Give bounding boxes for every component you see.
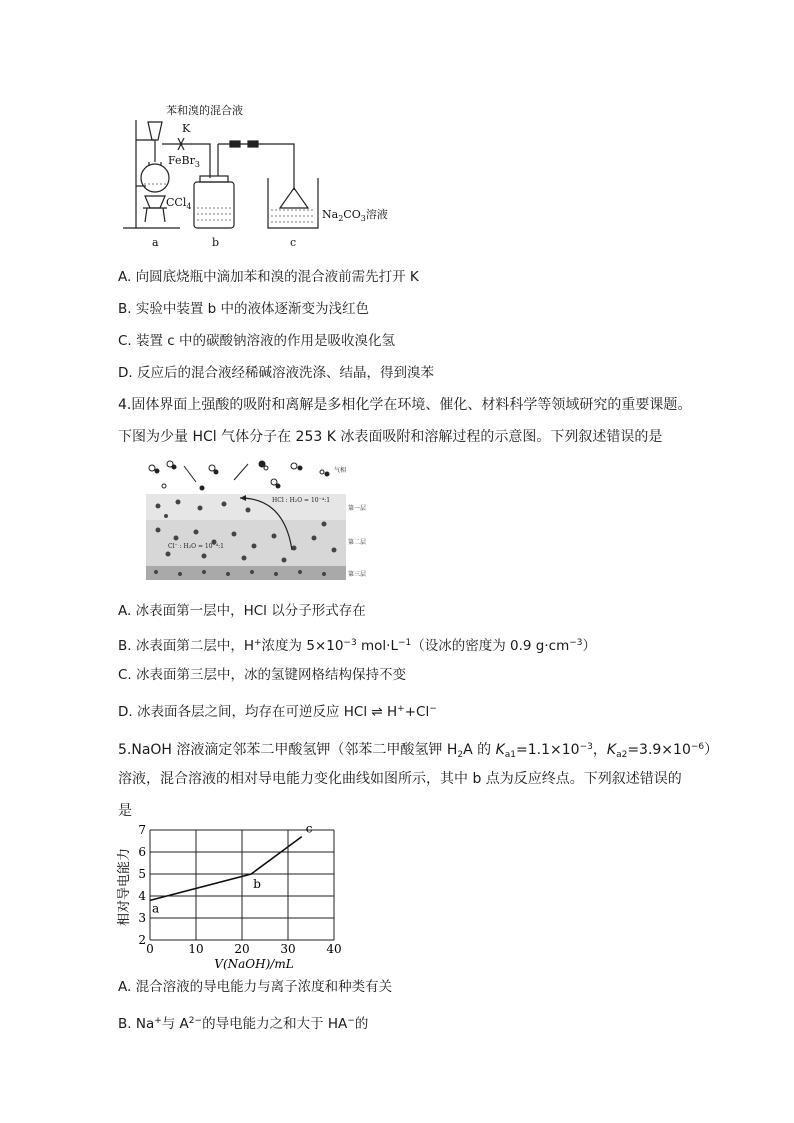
label-layer-1: 第一层 (348, 505, 367, 512)
q4-option-d-sup1: + (397, 704, 405, 714)
q5-option-b (118, 1012, 368, 1033)
q5-stem-line2: 溶液，混合溶液的相对导电能力变化曲线如图所示，其中 b 点为反应终点。下列叙述错误的 (118, 771, 682, 787)
heater (145, 196, 165, 208)
q4-option-b-sup2: −3 (343, 638, 357, 648)
y-tick-label-4: 4 (138, 889, 146, 903)
y-tick-label-7: 7 (138, 823, 146, 837)
x-tick-label-30: 30 (280, 942, 296, 956)
q4-option-b-sup1: + (254, 638, 262, 648)
point-label-a: a (152, 901, 160, 916)
q5-k2-sub: a2 (616, 750, 628, 760)
label-gas-phase: 气相 (334, 467, 347, 474)
q4-option-d (118, 700, 437, 721)
x-tick-label-0: 0 (146, 942, 154, 956)
label-funnel: 苯和溴的混合液 (166, 104, 243, 117)
ice-surface-figure (144, 458, 367, 584)
x-tick-label-20: 20 (234, 942, 250, 956)
x-tick-label-10: 10 (188, 942, 204, 956)
gas-phase-molecules (149, 461, 329, 490)
bottle-b (194, 182, 234, 228)
label-ratio-mid: Cl⁻ : H₂O = 10⁻⁴:1 (168, 543, 224, 550)
q4-option-b-mid: 浓度为 5×10 (261, 638, 344, 654)
q4-option-c: C. 冰表面第三层中，冰的氢键网格结构保持不变 (118, 667, 407, 683)
q4-option-d-sup2: − (429, 704, 437, 714)
q5-k1: K (495, 742, 505, 758)
q5-stem-line1 (118, 738, 718, 764)
point-label-c: c (305, 821, 313, 836)
conductivity-chart (112, 822, 342, 972)
q4-option-b-sup3: −1 (397, 638, 412, 648)
q3-option-a: A. 向圆底烧瓶中滴加苯和溴的混合液前需先打开 K (118, 269, 419, 285)
q5-sep: ， (592, 742, 607, 758)
q5-k2-sup: −6 (690, 742, 705, 752)
round-bottom-flask (141, 164, 169, 192)
chart-point-labels (152, 822, 313, 916)
label-ratio-top: HCl : H₂O = 10⁻⁴:1 (272, 497, 331, 504)
q5-option-b-sup1: + (154, 1016, 162, 1026)
label-catalyst: FeBr$_3$ (168, 154, 200, 169)
q4-option-b-pre: B. 冰表面第二层中，H (118, 638, 254, 654)
q4-option-b (118, 634, 596, 655)
q4-option-b-end: ） (582, 638, 597, 654)
label-layer-2: 第二层 (348, 539, 367, 546)
q5-option-b-post: 的导电能力之和大于 HA (202, 1016, 348, 1032)
chart-ylabel: 相对导电能力 (117, 847, 132, 927)
label-b: b (212, 236, 220, 249)
q4-option-d-plus: +Cl (404, 704, 430, 720)
q5-stem-sub: 2 (457, 750, 464, 760)
q3-option-b: B. 实验中装置 b 中的液体逐渐变为浅红色 (118, 301, 369, 317)
q5-k1-val: =1.1×10 (516, 742, 580, 758)
label-c: c (290, 236, 297, 249)
chart-xlabel: V(NaOH)/mL (214, 957, 294, 971)
y-tick-label-3: 3 (138, 911, 146, 925)
equilibrium-arrow: ⇌ (371, 704, 383, 720)
q5-option-b-end: 的 (354, 1016, 369, 1032)
label-layer-3: 第三层 (348, 571, 367, 578)
dropping-funnel (148, 122, 162, 140)
ice-layer-3 (146, 566, 346, 580)
q5-option-b-sup3: − (347, 1016, 355, 1026)
label-a: a (152, 236, 159, 249)
q5-k1-sup: −3 (579, 742, 593, 752)
q4-option-b-sup4: −3 (569, 638, 583, 648)
q5-stem-end: ） (704, 742, 719, 758)
q4-option-b-post: （设冰的密度为 0.9 g·cm (411, 638, 570, 654)
q4-option-b-unit: mol·L (356, 638, 398, 654)
chart-ticks (138, 823, 341, 956)
beaker-c (268, 178, 318, 228)
q5-stem-pre: 5.NaOH 溶液滴定邻苯二甲酸氢钾（邻苯二甲酸氢钾 H (118, 742, 458, 758)
inverted-funnel (280, 188, 308, 208)
q5-k1-sub: a1 (504, 750, 517, 760)
point-label-b: b (253, 877, 261, 891)
q5-k2-val: =3.9×10 (627, 742, 691, 758)
q4-stem-line2: 下图为少量 HCl 气体分子在 253 K 冰表面吸附和溶解过程的示意图。下列叙述错误的是 (118, 429, 663, 445)
q4-option-a: A. 冰表面第一层中，HCl 以分子形式存在 (118, 603, 366, 619)
y-tick-label-5: 5 (138, 867, 146, 881)
series-line-conductivity (150, 837, 302, 901)
q5-stem-a: A 的 (463, 742, 496, 758)
x-tick-label-40: 40 (326, 942, 342, 956)
label-solution: $Na_2CO_3$溶液 (322, 208, 388, 223)
chart-series (150, 837, 302, 901)
label-solvent: CCl$_4$ (166, 196, 192, 211)
y-tick-label-2: 2 (138, 933, 146, 947)
q5-option-b-pre: B. Na (118, 1016, 155, 1032)
y-tick-label-6: 6 (138, 845, 146, 859)
label-k: K (182, 122, 191, 135)
q3-option-c: C. 装置 c 中的碳酸钠溶液的作用是吸收溴化氢 (118, 333, 396, 349)
chart-grid (150, 830, 334, 940)
q5-stem-line3: 是 (118, 803, 132, 819)
q5-k2: K (606, 742, 617, 758)
q5-option-b-sup2: 2− (188, 1016, 203, 1026)
q4-option-d-h: H (382, 704, 398, 720)
q5-option-a: A. 混合溶液的导电能力与离子浓度和种类有关 (118, 979, 393, 995)
apparatus-figure (118, 100, 438, 250)
q4-option-d-pre: D. 冰表面各层之间，均存在可逆反应 HCl (118, 704, 368, 720)
q5-option-b-mid: 与 A (161, 1016, 189, 1032)
q3-option-d: D. 反应后的混合液经稀碱溶液洗涤、结晶，得到溴苯 (118, 365, 434, 381)
q4-stem-line1: 4.固体界面上强酸的吸附和离解是多相化学在环境、催化、材料科学等领域研究的重要课题。 (118, 397, 692, 413)
